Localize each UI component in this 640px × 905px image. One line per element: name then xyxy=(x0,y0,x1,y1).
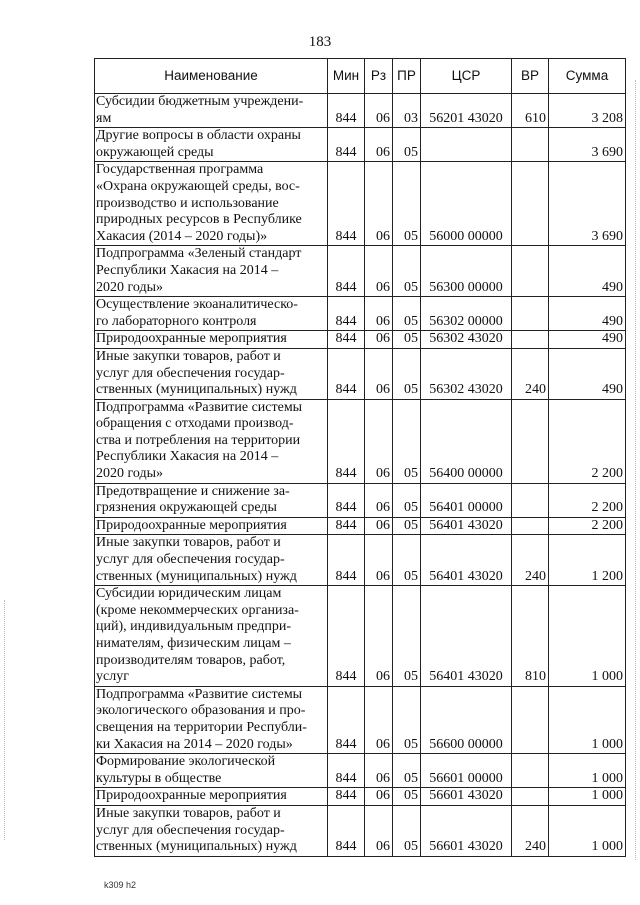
cell-pr: 05 xyxy=(393,686,421,753)
cell-sum: 1 000 xyxy=(549,754,626,788)
cell-vr xyxy=(512,331,549,349)
cell-name: Формирование экологической культуры в обществе xyxy=(95,754,328,788)
cell-sum: 490 xyxy=(549,331,626,349)
cell-csr: 56601 43020 xyxy=(421,805,512,856)
cell-name: Подпрограмма «Развитие системы экологического образования и про- свещения на территории Республи- ки Хакасия на 2014 – 2020 годы» xyxy=(95,686,328,753)
cell-sum: 1 000 xyxy=(549,686,626,753)
cell-name: Подпрограмма «Зеленый стандарт Республики Хакасия на 2014 – 2020 годы» xyxy=(95,246,328,297)
cell-csr: 56601 00000 xyxy=(421,754,512,788)
cell-pr: 05 xyxy=(393,535,421,586)
header-row xyxy=(95,59,626,94)
footer-code: k309 h2 xyxy=(104,880,137,890)
cell-name: Государственная программа «Охрана окружающей среды, вос- производство и использование природных ресурсов в Республике Хакасия (2014 – 2020 годы)» xyxy=(95,162,328,246)
header-min: Мин xyxy=(328,59,365,94)
scan-margin-left xyxy=(4,600,7,840)
cell-sum: 490 xyxy=(549,297,626,331)
cell-vr xyxy=(512,162,549,246)
cell-pr: 05 xyxy=(393,331,421,349)
cell-csr: 56302 43020 xyxy=(421,348,512,399)
cell-sum: 1 000 xyxy=(549,586,626,687)
table-row xyxy=(95,162,626,246)
cell-sum: 1 000 xyxy=(549,788,626,806)
cell-min: 844 xyxy=(328,399,365,483)
cell-vr xyxy=(512,399,549,483)
cell-vr: 810 xyxy=(512,586,549,687)
cell-vr xyxy=(512,788,549,806)
cell-min: 844 xyxy=(328,483,365,517)
table-row xyxy=(95,128,626,162)
cell-min: 844 xyxy=(328,297,365,331)
cell-name: Субсидии юридическим лицам (кроме некоммерческих организа- ций), индивидуальным предпри- нимателям, физическим лицам – производителям товаров, работ, услуг xyxy=(95,586,328,687)
cell-csr: 56302 00000 xyxy=(421,297,512,331)
table-body xyxy=(95,94,626,857)
cell-sum: 490 xyxy=(549,348,626,399)
cell-min: 844 xyxy=(328,535,365,586)
cell-sum: 2 200 xyxy=(549,483,626,517)
cell-pr: 05 xyxy=(393,297,421,331)
table-row xyxy=(95,94,626,128)
cell-rz: 06 xyxy=(365,586,393,687)
table-row xyxy=(95,754,626,788)
cell-name: Субсидии бюджетным учреждени- ям xyxy=(95,94,328,128)
cell-sum: 490 xyxy=(549,246,626,297)
cell-rz: 06 xyxy=(365,128,393,162)
cell-name: Предотвращение и снижение за- грязнения окружающей среды xyxy=(95,483,328,517)
header-pr: ПР xyxy=(393,59,421,94)
cell-min: 844 xyxy=(328,586,365,687)
cell-rz: 06 xyxy=(365,246,393,297)
cell-sum: 1 000 xyxy=(549,805,626,856)
cell-sum: 2 200 xyxy=(549,517,626,535)
cell-pr: 05 xyxy=(393,517,421,535)
scan-margin-right xyxy=(633,80,636,860)
cell-min: 844 xyxy=(328,788,365,806)
cell-min: 844 xyxy=(328,246,365,297)
cell-csr: 56302 43020 xyxy=(421,331,512,349)
cell-vr xyxy=(512,483,549,517)
cell-name: Природоохранные мероприятия xyxy=(95,517,328,535)
cell-name: Иные закупки товаров, работ и услуг для обеспечения государ- ственных (муниципальных) нужд xyxy=(95,805,328,856)
table-row xyxy=(95,686,626,753)
cell-min: 844 xyxy=(328,754,365,788)
table-row xyxy=(95,348,626,399)
cell-rz: 06 xyxy=(365,297,393,331)
cell-vr xyxy=(512,517,549,535)
cell-name: Иные закупки товаров, работ и услуг для обеспечения государ- ственных (муниципальных) нужд xyxy=(95,535,328,586)
cell-csr: 56600 00000 xyxy=(421,686,512,753)
cell-min: 844 xyxy=(328,517,365,535)
cell-name: Другие вопросы в области охраны окружающей среды xyxy=(95,128,328,162)
cell-csr: 56401 43020 xyxy=(421,517,512,535)
cell-csr: 56401 43020 xyxy=(421,586,512,687)
cell-vr: 240 xyxy=(512,535,549,586)
cell-vr: 240 xyxy=(512,805,549,856)
cell-name: Природоохранные мероприятия xyxy=(95,788,328,806)
cell-pr: 05 xyxy=(393,788,421,806)
cell-rz: 06 xyxy=(365,788,393,806)
header-vr: ВР xyxy=(512,59,549,94)
cell-vr: 610 xyxy=(512,94,549,128)
table-row xyxy=(95,483,626,517)
cell-name: Осуществление экоаналитическо- го лабораторного контроля xyxy=(95,297,328,331)
cell-min: 844 xyxy=(328,805,365,856)
cell-pr: 05 xyxy=(393,805,421,856)
cell-rz: 06 xyxy=(365,754,393,788)
cell-rz: 06 xyxy=(365,94,393,128)
cell-rz: 06 xyxy=(365,483,393,517)
cell-min: 844 xyxy=(328,686,365,753)
cell-rz: 06 xyxy=(365,348,393,399)
cell-csr: 56000 00000 xyxy=(421,162,512,246)
cell-sum: 3 690 xyxy=(549,162,626,246)
cell-vr xyxy=(512,246,549,297)
cell-vr: 240 xyxy=(512,348,549,399)
cell-csr: 56401 00000 xyxy=(421,483,512,517)
cell-min: 844 xyxy=(328,348,365,399)
cell-rz: 06 xyxy=(365,535,393,586)
cell-csr: 56201 43020 xyxy=(421,94,512,128)
header-sum: Сумма xyxy=(549,59,626,94)
cell-csr: 56400 00000 xyxy=(421,399,512,483)
cell-name: Природоохранные мероприятия xyxy=(95,331,328,349)
cell-rz: 06 xyxy=(365,399,393,483)
table-row xyxy=(95,788,626,806)
cell-min: 844 xyxy=(328,162,365,246)
cell-csr: 56300 00000 xyxy=(421,246,512,297)
cell-sum: 3 690 xyxy=(549,128,626,162)
table-row xyxy=(95,297,626,331)
cell-vr xyxy=(512,754,549,788)
cell-pr: 05 xyxy=(393,246,421,297)
header-rz: Рз xyxy=(365,59,393,94)
cell-pr: 05 xyxy=(393,483,421,517)
cell-csr: 56401 43020 xyxy=(421,535,512,586)
cell-pr: 05 xyxy=(393,162,421,246)
header-csr: ЦСР xyxy=(421,59,512,94)
cell-sum: 3 208 xyxy=(549,94,626,128)
table-row xyxy=(95,399,626,483)
cell-rz: 06 xyxy=(365,686,393,753)
cell-pr: 05 xyxy=(393,586,421,687)
cell-csr xyxy=(421,128,512,162)
cell-vr xyxy=(512,297,549,331)
table-row xyxy=(95,805,626,856)
cell-pr: 05 xyxy=(393,128,421,162)
table-row xyxy=(95,246,626,297)
cell-rz: 06 xyxy=(365,517,393,535)
cell-rz: 06 xyxy=(365,805,393,856)
budget-table xyxy=(94,58,626,857)
page-number: 183 xyxy=(308,34,332,50)
cell-sum: 1 200 xyxy=(549,535,626,586)
table-row xyxy=(95,586,626,687)
table-row xyxy=(95,331,626,349)
cell-min: 844 xyxy=(328,331,365,349)
cell-rz: 06 xyxy=(365,331,393,349)
cell-pr: 05 xyxy=(393,399,421,483)
cell-name: Подпрограмма «Развитие системы обращения с отходами производ- ства и потребления на территории Республики Хакасия на 2014 – 2020 годы» xyxy=(95,399,328,483)
cell-rz: 06 xyxy=(365,162,393,246)
table-row xyxy=(95,535,626,586)
cell-pr: 03 xyxy=(393,94,421,128)
cell-vr xyxy=(512,128,549,162)
header-name: Наименование xyxy=(95,59,328,94)
cell-name: Иные закупки товаров, работ и услуг для обеспечения государ- ственных (муниципальных) нужд xyxy=(95,348,328,399)
table-row xyxy=(95,517,626,535)
cell-vr xyxy=(512,686,549,753)
cell-min: 844 xyxy=(328,94,365,128)
cell-sum: 2 200 xyxy=(549,399,626,483)
cell-pr: 05 xyxy=(393,348,421,399)
cell-csr: 56601 43020 xyxy=(421,788,512,806)
cell-min: 844 xyxy=(328,128,365,162)
cell-pr: 05 xyxy=(393,754,421,788)
